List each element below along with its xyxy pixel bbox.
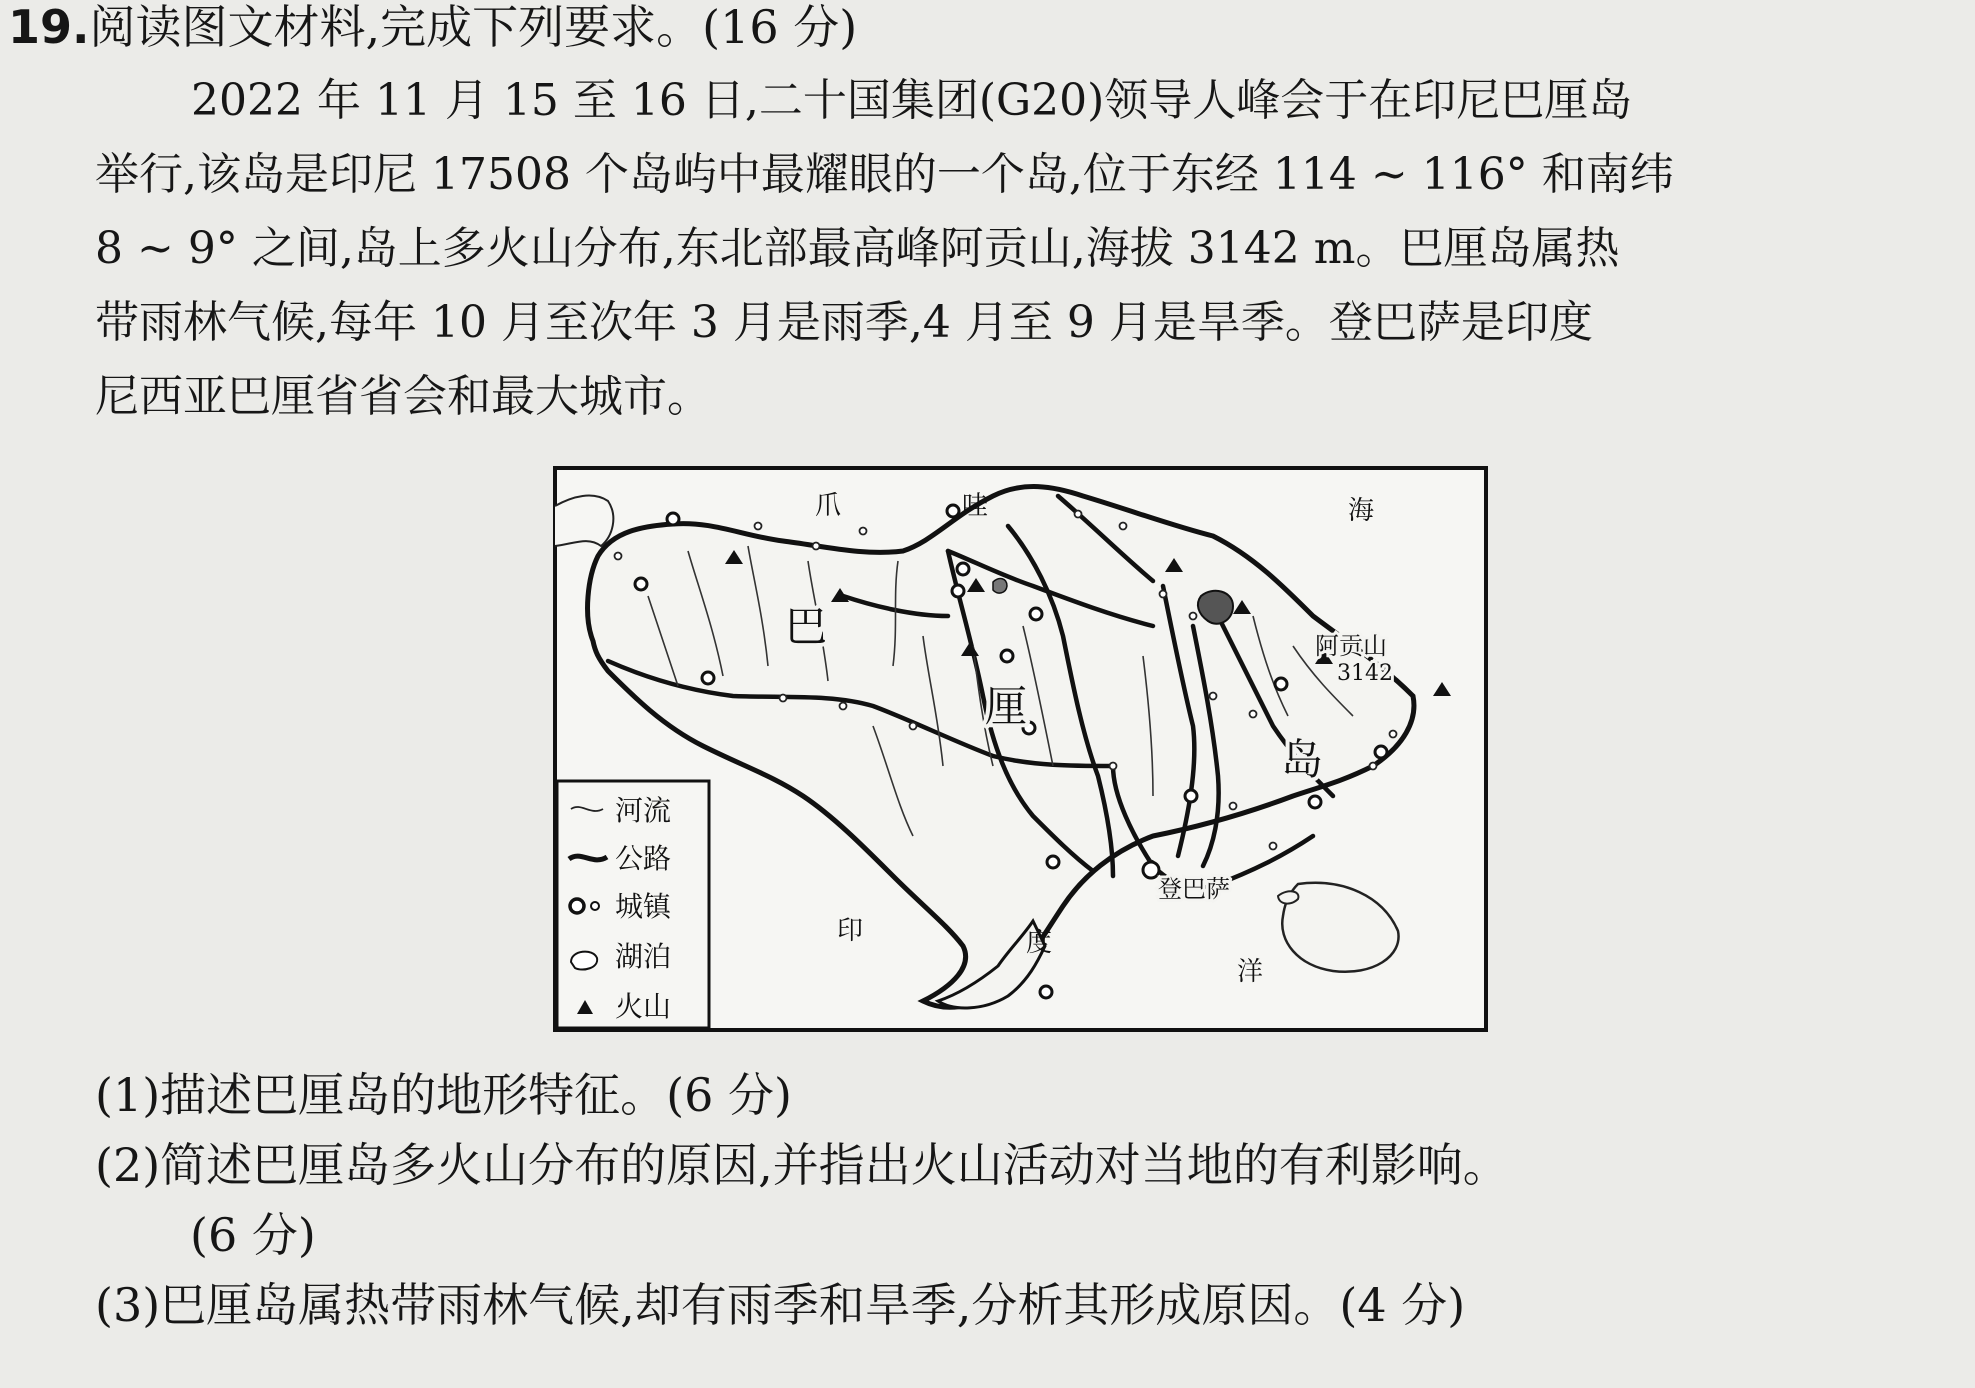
city-label: 登巴萨	[1158, 875, 1230, 903]
peak-elevation-label: 3142	[1337, 661, 1393, 686]
passage-line: 举行,该岛是印尼 17508 个岛屿中最耀眼的一个岛,位于东经 114 ~ 116° 和南纬	[95, 149, 1674, 200]
town-small-circle-icon	[591, 902, 599, 910]
town-icon	[952, 585, 964, 597]
sea-label: 哇	[962, 491, 989, 521]
island-label: 巴	[785, 602, 828, 651]
ocean-label: 印	[837, 916, 864, 946]
sub-question-2: (2)简述巴厘岛多火山分布的原因,并指出火山活动对当地的有利影响。	[95, 1138, 1509, 1192]
sub-question-2-score: (6 分)	[190, 1208, 316, 1262]
lake-bratan	[993, 579, 1007, 594]
bali-map	[553, 466, 1488, 1032]
town-icon	[1030, 608, 1042, 620]
question-number: 19.	[8, 0, 90, 54]
town-icon	[1309, 796, 1321, 808]
material-passage	[95, 64, 1925, 434]
town-icon	[1040, 986, 1052, 998]
island-label: 厘	[985, 682, 1028, 731]
town-icon	[1047, 856, 1059, 868]
question-list	[95, 1060, 1955, 1340]
town-icon	[947, 505, 959, 517]
town-icon	[1275, 678, 1287, 690]
legend-label: 城镇	[615, 890, 672, 923]
legend-label: 河流	[615, 794, 672, 827]
island-label: 岛	[1281, 735, 1324, 784]
passage-line: 2022 年 11 月 15 至 16 日,二十国集团(G20)领导人峰会于在印尼巴厘岛	[191, 75, 1633, 126]
sea-label: 海	[1348, 496, 1375, 526]
map-legend	[557, 781, 709, 1028]
peak-name-label: 阿贡山	[1315, 632, 1387, 660]
passage-line: 带雨林气候,每年 10 月至次年 3 月是雨季,4 月至 9 月是旱季。登巴萨是印度	[95, 297, 1593, 348]
town-circle-icon	[570, 899, 584, 913]
town-icon	[1185, 790, 1197, 802]
lake-icon	[571, 952, 597, 970]
town-icon	[702, 672, 714, 684]
question-heading	[8, 0, 857, 54]
sub-question-3: (3)巴厘岛属热带雨林气候,却有雨季和旱季,分析其形成原因。(4 分)	[95, 1278, 1466, 1332]
sea-label: 爪	[815, 491, 842, 521]
town-icon	[1375, 746, 1387, 758]
ocean-label: 洋	[1237, 957, 1264, 987]
nusa-lembongan-island	[1278, 891, 1298, 903]
town-icon	[635, 578, 647, 590]
town-icon	[667, 513, 679, 525]
denpasar-marker	[1143, 862, 1159, 878]
java-coast	[555, 496, 613, 546]
legend-label: 湖泊	[615, 940, 672, 973]
sub-question-1: (1)描述巴厘岛的地形特征。(6 分)	[95, 1068, 792, 1122]
legend-label: 火山	[615, 990, 672, 1023]
ocean-label: 度	[1026, 928, 1053, 958]
question-intro: 阅读图文材料,完成下列要求。(16 分)	[89, 0, 858, 54]
legend-label: 公路	[615, 842, 672, 875]
town-icon	[957, 563, 969, 575]
passage-line: 8 ~ 9° 之间,岛上多火山分布,东北部最高峰阿贡山,海拔 3142 m。巴厘岛属热	[95, 223, 1620, 274]
town-icon	[1001, 650, 1013, 662]
passage-line: 尼西亚巴厘省省会和最大城市。	[95, 371, 711, 422]
